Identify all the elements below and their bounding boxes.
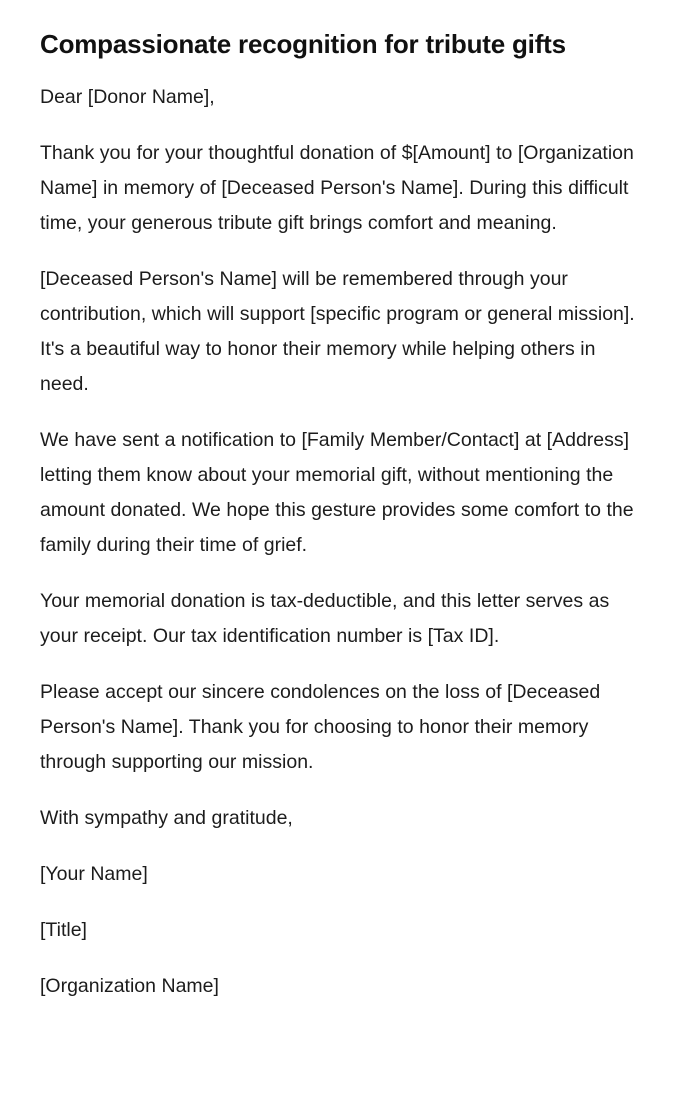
family-notification-paragraph: We have sent a notification to [Family Member/Contact] at [Address] letting them know about your memorial gift, without mentioning the amount donated. We hope this gesture provides some comfort to the family during their time of grief. <box>40 429 634 556</box>
signature-title: [Title] <box>40 919 87 941</box>
closing-line: With sympathy and gratitude, <box>40 807 293 829</box>
tax-receipt-paragraph: Your memorial donation is tax-deductible, and this letter serves as your receipt. Our tax identification number is [Tax ID]. <box>40 590 610 647</box>
remembrance-paragraph: [Deceased Person's Name] will be remembered through your contribution, which will support [specific program or general mission]. It's a beautiful way to honor their memory while helping others in need. <box>40 268 635 395</box>
salutation-paragraph: Dear [Donor Name], <box>40 86 215 108</box>
letter-body <box>40 80 640 1004</box>
thank-you-paragraph: Thank you for your thoughtful donation of $[Amount] to [Organization Name] in memory of [Deceased Person's Name]. During this difficult time, your generous tribute gift brings comfort and meaning. <box>40 142 634 234</box>
page-title: Compassionate recognition for tribute gifts <box>40 29 566 59</box>
signature-organization: [Organization Name] <box>40 975 219 997</box>
condolences-paragraph: Please accept our sincere condolences on the loss of [Deceased Person's Name]. Thank you for choosing to honor their memory through supporting our mission. <box>40 681 601 773</box>
signature-name: [Your Name] <box>40 863 148 885</box>
